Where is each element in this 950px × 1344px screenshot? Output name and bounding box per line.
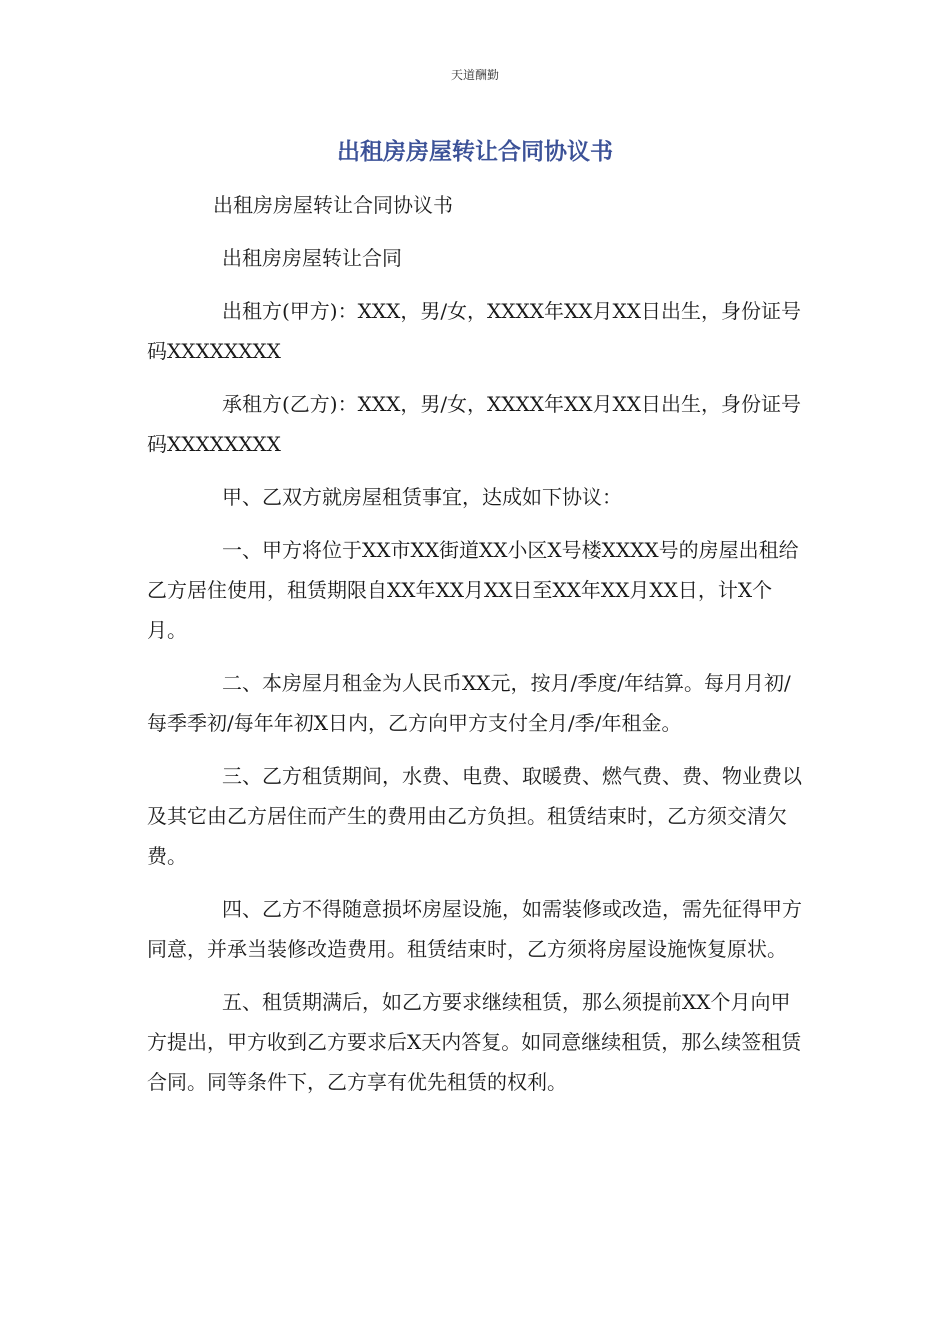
page-header: 天道酬勤 [450,68,499,82]
document-subtitle: 出租房房屋转让合同协议书 [213,193,453,217]
paragraph-clause-4: 四、乙方不得随意损坏房屋设施，如需装修或改造，需先征得甲方同意，并承当装修改造费用。租赁结束时，乙方须将房屋设施恢复原状。 [147,897,802,961]
paragraph-lessee: 承租方(乙方)：XXX，男/女，XXXX年XX月XX日出生，身份证号码XXXXXXXX [147,392,801,456]
paragraph-lessor: 出租方(甲方)：XXX，男/女，XXXX年XX月XX日出生，身份证号码XXXXXXXX [147,299,801,363]
contract-name: 出租房房屋转让合同 [222,246,402,270]
paragraph-agreement-intro: 甲、乙双方就房屋租赁事宜，达成如下协议： [222,485,622,509]
paragraph-clause-3: 三、乙方租赁期间，水费、电费、取暖费、燃气费、费、物业费以及其它由乙方居住而产生的费用由乙方负担。租赁结束时，乙方须交清欠费。 [147,764,802,868]
paragraph-clause-2: 二、本房屋月租金为人民币XX元，按月/季度/年结算。每月月初/每季季初/每年年初X日内，乙方向甲方支付全月/季/年租金。 [147,671,791,735]
paragraph-clause-1: 一、甲方将位于XX市XX街道XX小区X号楼XXXX号的房屋出租给乙方居住使用，租赁期限自XX年XX月XX日至XX年XX月XX日，计X个月。 [147,538,799,642]
document-title: 出租房房屋转让合同协议书 [337,139,613,165]
paragraph-clause-5: 五、租赁期满后，如乙方要求继续租赁，那么须提前XX个月向甲方提出，甲方收到乙方要求后X天内答复。如同意继续租赁，那么续签租赁合同。同等条件下，乙方享有优先租赁的权利。 [147,990,802,1094]
document-body [147,185,807,1115]
